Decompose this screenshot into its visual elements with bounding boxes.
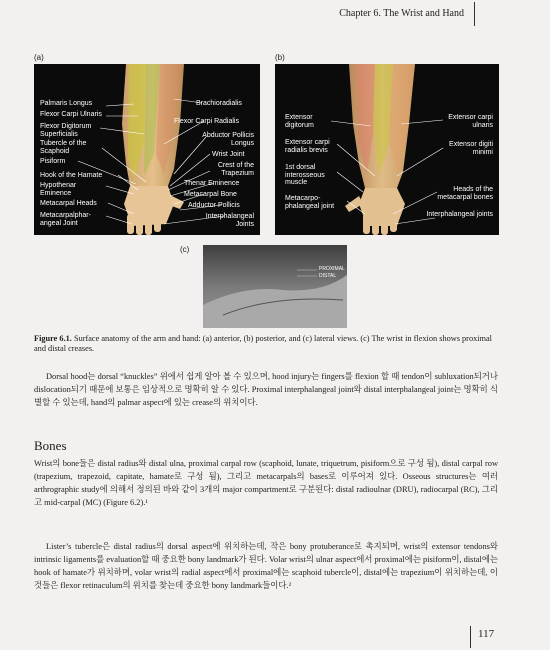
footer-rule xyxy=(470,626,471,648)
panel-b-letter: (b) xyxy=(275,53,285,62)
chapter-header: Chapter 6. The Wrist and Hand xyxy=(339,8,464,19)
label-metacarpal-bone: Metacarpal Bone xyxy=(184,191,237,198)
header-rule xyxy=(474,2,475,26)
panel-c-letter: (c) xyxy=(180,245,190,254)
paragraph-listers-tubercle: Lister’s tubercle은 distal radius의 dorsal aspect에 위치하는데, 작은 bony protuberance로 촉지되며, wrist의 extensor tendons와 intrinsic ligaments를 evaluation할 때 중요한 bony landmark가 된다. Volar wrist의 ulnar aspect에서 proximal에는 pisiform이, distal에는 hook of hamate가 위치하며, volar wrist의 radial aspect에서 proximal에는 scaphoid tubercle이, distal에는 trapezium이 위치하는데, 이것들은 flexor retinaculum의 위치를 찾는데 중요한 bony landmark들이다.² xyxy=(34,542,498,590)
label-palmaris-longus: Palmaris Longus xyxy=(40,100,93,107)
figure-caption xyxy=(34,334,494,354)
label-interphalangeal-joints-b: Interphalangeal joints xyxy=(426,211,493,218)
section-heading-bones: Bones xyxy=(34,438,67,453)
label-brachioradialis: Brachioradialis xyxy=(196,100,242,107)
label-wrist-joint: Wrist Joint xyxy=(212,151,245,158)
label-pisiform: Pisiform xyxy=(40,158,66,165)
label-tubercle-of-scaphoid: Tubercle of the Scaphoid xyxy=(40,140,87,155)
label-abductor-pollicis-longus: Abductor Pollicis Longus xyxy=(202,132,254,147)
label-metacarpal-heads: Metacarpal Heads xyxy=(40,200,97,207)
label-flexor-carpi-ulnaris: Flexor Carpi Ulnaris xyxy=(40,111,102,118)
panel-a-letter: (a) xyxy=(34,53,44,62)
caption-label: Figure 6.1. xyxy=(34,334,72,343)
label-crest-of-trapezium: Crest of the Trapezium xyxy=(217,162,254,177)
panel-b-posterior-view xyxy=(275,64,499,235)
tag-distal: DISTAL xyxy=(319,273,337,279)
label-metacarpophalangeal-joint-b: Metacarpo- phalangeal joint xyxy=(285,195,335,210)
page-number: 117 xyxy=(478,628,495,640)
label-extensor-carpi-ulnaris: Extensor carpi ulnaris xyxy=(448,114,493,129)
label-heads-of-metacarpal-bones: Heads of the metacarpal bones xyxy=(437,186,493,201)
paragraph-wrist-bones: Wrist의 bone들은 distal radius와 distal ulna, proximal carpal row (scaphoid, lunate, triquetrum, pisiform으로 구성 됨), distal carpal row (trapezium, trapezoid, capitate, hamate로 구성 됨), 그리고 metacarpals의 bases로 이루어져 있다. Osseous structures는 여러 arthrographic study에 의해서 정의된 바와 같이 3개의 major compartment로 구분된다: distal radioulnar (DRU), radiocarpal (RC), 그리고 mid-carpal (MC) (Figure 6.2).¹ xyxy=(34,459,498,507)
panel-c-lateral-photo xyxy=(203,245,347,328)
panel-a-anterior-view xyxy=(34,64,260,235)
label-flexor-carpi-radialis: Flexor Carpi Radialis xyxy=(174,118,239,125)
label-flexor-digitorum-superficialis: Flexor Digitorum Superficialis xyxy=(40,123,92,138)
label-extensor-digitorum: Extensor digitorum xyxy=(285,114,314,129)
label-first-dorsal-interosseous: 1st dorsal interosseous muscle xyxy=(285,164,325,186)
caption-text: Surface anatomy of the arm and hand: (a) anterior, (b) posterior, and (c) lateral views. (c) The wrist in flexion shows proximal and distal creases. xyxy=(34,334,492,353)
label-interphalangeal-joints-a: Interphalangeal Joints xyxy=(205,213,254,228)
wrist-flexion-photo xyxy=(203,245,347,328)
label-thenar-eminence: Thenar Eminence xyxy=(184,180,240,187)
label-hypothenar-eminence: Hypothenar Eminence xyxy=(40,182,77,197)
label-extensor-digiti-minimi: Extensor digiti minimi xyxy=(449,141,493,156)
label-metacarpophalangeal-joint: Metacarpalphar- angeal Joint xyxy=(40,212,91,227)
label-adductor-pollicis: Adductor Pollicis xyxy=(188,202,240,209)
label-hook-of-hamate: Hook of the Hamate xyxy=(40,172,103,179)
label-extensor-carpi-radialis-brevis: Extensor carpi radialis brevis xyxy=(285,139,330,154)
tag-proximal: PROXIMAL xyxy=(319,266,345,272)
paragraph-dorsal-hood: Dorsal hood는 dorsal “knuckles” 위에서 쉽게 알아 볼 수 있으며, hood injury는 fingers를 flexion 할 때 tendon이 subluxation되거나 dislocation되기 때문에 보통은 임상적으로 명확히 알 수 있다. Proximal interphalangeal joint와 distal interphalangeal joint는 명확히 식별할 수 있는데, hand의 palmar aspect에 있는 crease의 위치이다. xyxy=(34,372,498,407)
